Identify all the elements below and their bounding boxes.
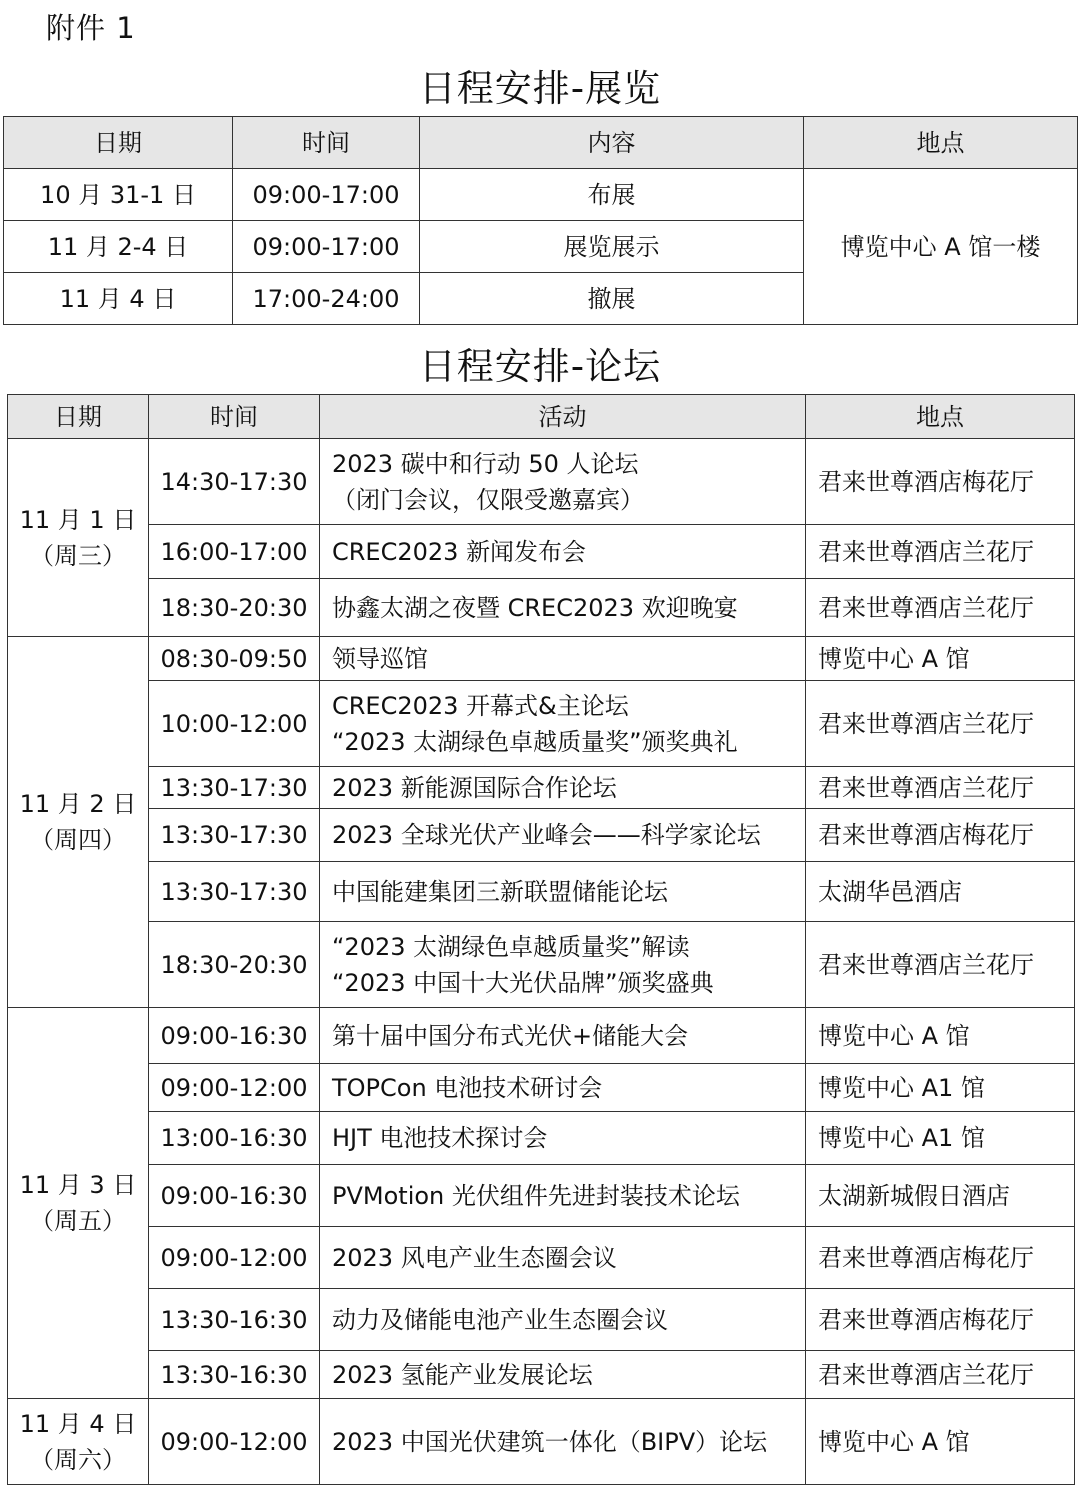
session-time: 13:30-17:30	[149, 767, 320, 809]
session-time: 09:00-12:00	[149, 1227, 320, 1289]
forum-header-row	[8, 395, 1075, 439]
day-cell	[8, 637, 149, 1008]
session-time: 09:00-16:30	[149, 1008, 320, 1064]
session-time: 13:30-17:30	[149, 809, 320, 862]
session-activity: 领导巡馆	[320, 637, 806, 681]
session-time: 13:30-16:30	[149, 1351, 320, 1399]
header-date: 日期	[8, 395, 149, 439]
exhibition-time: 17:00-24:00	[233, 273, 420, 325]
session-time: 13:00-16:30	[149, 1112, 320, 1165]
exhibition-table	[3, 116, 1078, 325]
header-time: 时间	[149, 395, 320, 439]
table-row	[8, 922, 1075, 1008]
table-row	[8, 1399, 1075, 1485]
session-venue: 君来世尊酒店兰花厅	[806, 767, 1075, 809]
session-venue: 博览中心 A 馆	[806, 1008, 1075, 1064]
session-venue: 君来世尊酒店兰花厅	[806, 922, 1075, 1008]
exhibition-date: 10 月 31-1 日	[4, 169, 233, 221]
session-time: 09:00-12:00	[149, 1064, 320, 1112]
session-venue: 君来世尊酒店梅花厅	[806, 439, 1075, 525]
exhibition-title: 日程安排-展览	[418, 67, 662, 110]
day-date: 11 月 4 日	[19, 1409, 137, 1438]
session-venue: 君来世尊酒店兰花厅	[806, 525, 1075, 579]
session-venue: 君来世尊酒店梅花厅	[806, 1227, 1075, 1289]
session-activity: HJT 电池技术探讨会	[320, 1112, 806, 1165]
day-weekday: （周三）	[30, 541, 126, 570]
exhibition-date: 11 月 4 日	[4, 273, 233, 325]
table-row	[8, 1351, 1075, 1399]
header-venue: 地点	[806, 395, 1075, 439]
forum-table	[7, 394, 1075, 1485]
session-activity: 2023 中国光伏建筑一体化（BIPV）论坛	[320, 1399, 806, 1485]
session-time: 16:00-17:00	[149, 525, 320, 579]
session-activity: 2023 新能源国际合作论坛	[320, 767, 806, 809]
session-activity: PVMotion 光伏组件先进封装技术论坛	[320, 1165, 806, 1227]
session-time: 10:00-12:00	[149, 681, 320, 767]
header-time: 时间	[233, 117, 420, 169]
session-activity: 2023 碳中和行动 50 人论坛 （闭门会议，仅限受邀嘉宾）	[320, 439, 806, 525]
session-activity: 第十届中国分布式光伏+储能大会	[320, 1008, 806, 1064]
session-venue: 博览中心 A 馆	[806, 637, 1075, 681]
session-venue: 太湖新城假日酒店	[806, 1165, 1075, 1227]
day-cell	[8, 1008, 149, 1399]
table-row	[8, 1064, 1075, 1112]
session-venue: 君来世尊酒店兰花厅	[806, 579, 1075, 637]
session-venue: 君来世尊酒店兰花厅	[806, 1351, 1075, 1399]
session-venue: 君来世尊酒店梅花厅	[806, 1289, 1075, 1351]
day-cell	[8, 1399, 149, 1485]
day-weekday: （周五）	[30, 1207, 126, 1235]
day-weekday: （周六）	[30, 1445, 126, 1474]
session-venue: 君来世尊酒店兰花厅	[806, 681, 1075, 767]
table-row	[8, 637, 1075, 681]
table-row	[8, 439, 1075, 525]
session-time: 09:00-12:00	[149, 1399, 320, 1485]
table-row	[8, 579, 1075, 637]
session-activity: TOPCon 电池技术研讨会	[320, 1064, 806, 1112]
header-date: 日期	[4, 117, 233, 169]
table-row	[8, 862, 1075, 922]
session-time: 09:00-16:30	[149, 1165, 320, 1227]
session-time: 14:30-17:30	[149, 439, 320, 525]
day-weekday: （周四）	[30, 826, 126, 854]
session-activity: 2023 风电产业生态圈会议	[320, 1227, 806, 1289]
header-content: 内容	[420, 117, 804, 169]
header-activity: 活动	[320, 395, 806, 439]
exhibition-content: 展览展示	[420, 221, 804, 273]
table-row	[8, 1227, 1075, 1289]
session-venue: 太湖华邑酒店	[806, 862, 1075, 922]
session-venue: 博览中心 A1 馆	[806, 1112, 1075, 1165]
session-activity: CREC2023 开幕式&主论坛 “2023 太湖绿色卓越质量奖”颁奖典礼	[320, 681, 806, 767]
session-time: 13:30-17:30	[149, 862, 320, 922]
exhibition-time: 09:00-17:00	[233, 221, 420, 273]
header-venue: 地点	[804, 117, 1078, 169]
exhibition-date: 11 月 2-4 日	[4, 221, 233, 273]
day-cell	[8, 439, 149, 637]
session-activity: 2023 氢能产业发展论坛	[320, 1351, 806, 1399]
session-activity: 中国能建集团三新联盟储能论坛	[320, 862, 806, 922]
exhibition-content: 撤展	[420, 273, 804, 325]
table-row	[8, 525, 1075, 579]
day-date: 11 月 2 日	[19, 790, 137, 818]
session-activity: CREC2023 新闻发布会	[320, 525, 806, 579]
session-venue: 博览中心 A 馆	[806, 1399, 1075, 1485]
session-activity: 协鑫太湖之夜暨 CREC2023 欢迎晚宴	[320, 579, 806, 637]
forum-title: 日程安排-论坛	[418, 345, 662, 388]
session-time: 18:30-20:30	[149, 579, 320, 637]
table-row	[8, 681, 1075, 767]
exhibition-content: 布展	[420, 169, 804, 221]
exhibition-venue: 博览中心 A 馆一楼	[804, 169, 1078, 325]
session-time: 13:30-16:30	[149, 1289, 320, 1351]
table-row	[8, 767, 1075, 809]
session-time: 18:30-20:30	[149, 922, 320, 1008]
table-row	[8, 1008, 1075, 1064]
session-activity: “2023 太湖绿色卓越质量奖”解读 “2023 中国十大光伏品牌”颁奖盛典	[320, 922, 806, 1008]
session-venue: 博览中心 A1 馆	[806, 1064, 1075, 1112]
table-row	[8, 1165, 1075, 1227]
table-row	[8, 1112, 1075, 1165]
exhibition-header-row	[4, 117, 1078, 169]
table-row	[8, 1289, 1075, 1351]
exhibition-time: 09:00-17:00	[233, 169, 420, 221]
table-row	[4, 169, 1078, 221]
session-venue: 君来世尊酒店梅花厅	[806, 809, 1075, 862]
session-time: 08:30-09:50	[149, 637, 320, 681]
day-date: 11 月 3 日	[19, 1171, 137, 1199]
session-activity: 动力及储能电池产业生态圈会议	[320, 1289, 806, 1351]
table-row	[8, 809, 1075, 862]
session-activity: 2023 全球光伏产业峰会——科学家论坛	[320, 809, 806, 862]
attachment-label: 附件 1	[46, 11, 136, 45]
day-date: 11 月 1 日	[19, 505, 137, 534]
